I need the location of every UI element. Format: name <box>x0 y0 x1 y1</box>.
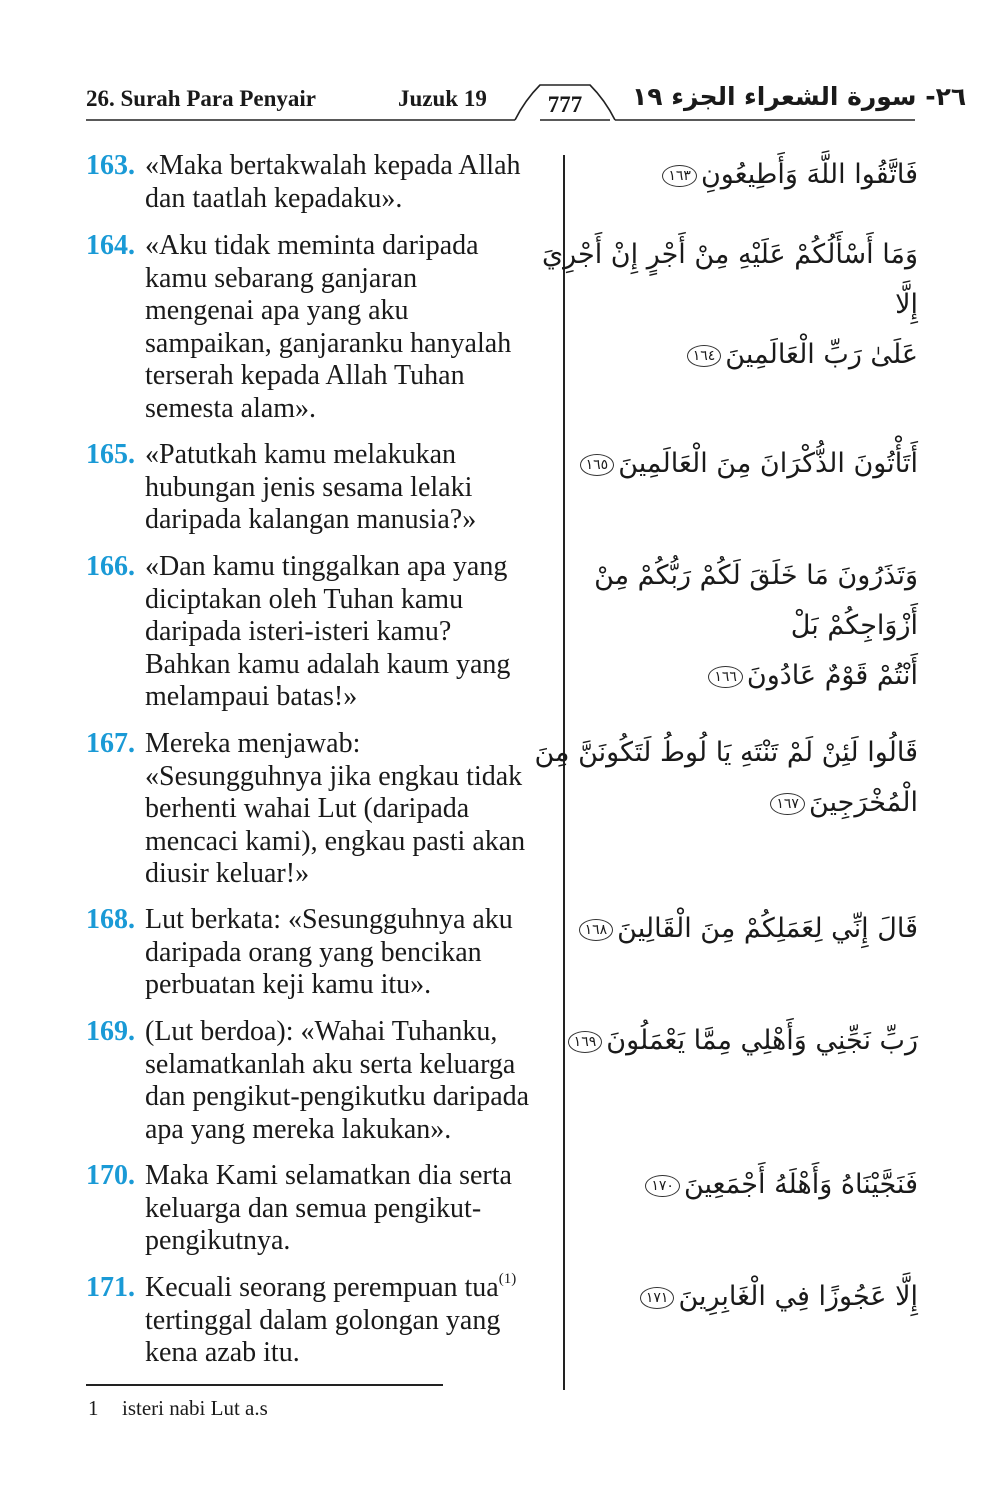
verse-end-marker: ١٦٣ <box>662 165 697 187</box>
surah-arabic: ٢٦- سورة الشعراء <box>744 82 967 111</box>
verse-end-marker: ١٦٤ <box>687 345 722 367</box>
verse-end-marker: ١٦٨ <box>579 919 614 941</box>
footnote-rule <box>86 1384 443 1386</box>
juz-arabic: الجزء ١٩ <box>632 82 736 111</box>
verse-translation: Kecuali seorang perempuan tua$^{(1)}$ tertinggal dalam golongan yang kena azab itu. <box>145 1271 517 1368</box>
verse-arabic: قَالُوا لَئِنْ لَمْ تَنْتَهِ يَا لُوطُ لَتَكُونَنَّ مِنَ الْمُخْرَجِينَ١٦٧ <box>534 737 918 818</box>
verse-translation: Maka Kami selamatkan dia serta keluarga dan semua pengikut- pengikutnya. <box>145 1160 512 1256</box>
verse-number: 168. <box>86 904 135 935</box>
verse-arabic: وَمَا أَسْأَلُكُمْ عَلَيْهِ مِنْ أَجْرٍ إِنْ أَجْرِيَ إِلَّا عَلَىٰ رَبِّ الْعَالَمِينَ١٦٤ <box>541 239 918 370</box>
verse-number: 171. <box>86 1272 135 1303</box>
verse-translation: «Patutkah kamu melakukan hubungan jenis sesama lelaki daripada kalangan manusia?» <box>145 439 477 535</box>
verse-number: 164. <box>86 230 135 261</box>
footnote-mark: 1 <box>88 1396 99 1420</box>
verse-translation: Mereka menjawab: «Sesungguhnya jika engkau tidak berhenti wahai Lut (daripada mencaci kami), engkau pasti akan diusir keluar!» <box>145 728 526 889</box>
verse-number: 163. <box>86 150 135 181</box>
verse-number: 170. <box>86 1160 135 1191</box>
verse-arabic: فَنَجَّيْنَاهُ وَأَهْلَهُ أَجْمَعِينَ١٧٠ <box>518 1160 918 1210</box>
verse-number: 167. <box>86 728 135 759</box>
footnote <box>88 1396 268 1421</box>
verse-arabic: وَتَذَرُونَ مَا خَلَقَ لَكُمْ رَبُّكُمْ مِنْ أَزْوَاجِكُمْ بَلْ أَنْتُمْ قَوْمٌ عَادُونَ١٦٦ <box>594 560 918 691</box>
verse-end-marker: ١٦٩ <box>568 1031 603 1053</box>
verse-translation: (Lut berdoa): «Wahai Tuhanku, selamatkanlah aku serta keluarga dan pengikut-pengikutku daripada apa yang mereka lakukan». <box>145 1016 530 1145</box>
verse-end-marker: ١٧٠ <box>645 1175 680 1197</box>
verse-end-marker: ١٦٧ <box>770 793 805 815</box>
verse-translation: Lut berkata: «Sesungguhnya aku daripada orang yang bencikan perbuatan keji kamu itu». <box>145 904 513 1000</box>
verse-translation: «Maka bertakwalah kepada Allah dan taatlah kepadaku». <box>145 150 521 214</box>
verse-arabic: فَاتَّقُوا اللَّهَ وَأَطِيعُونِ١٦٣ <box>518 150 918 200</box>
verse-arabic: رَبِّ نَجِّنِي وَأَهْلِي مِمَّا يَعْمَلُونَ١٦٩ <box>518 1016 918 1066</box>
verse-end-marker: ١٧١ <box>640 1287 675 1309</box>
verse-end-marker: ١٦٦ <box>708 666 743 688</box>
verse-number: 169. <box>86 1016 135 1047</box>
footnote-ref: (1) <box>498 1271 517 1287</box>
verse-arabic: أَتَأْتُونَ الذُّكْرَانَ مِنَ الْعَالَمِينَ١٦٥ <box>518 439 918 489</box>
verse-arabic: إِلَّا عَجُوزًا فِي الْغَابِرِينَ١٧١ <box>518 1272 918 1322</box>
surah-title: 26. Surah Para Penyair <box>86 86 316 111</box>
verse-end-marker: ١٦٥ <box>580 454 615 476</box>
verse-translation: «Aku tidak meminta daripada kamu sebarang ganjaran mengenai apa yang aku sampaikan, ganjaranku hanyalah terserah kepada Allah Tuhan semesta alam». <box>145 230 512 424</box>
verse-arabic: قَالَ إِنِّي لِعَمَلِكُمْ مِنَ الْقَالِينَ١٦٨ <box>518 904 918 954</box>
verse-translation: «Dan kamu tinggalkan apa yang diciptakan oleh Tuhan kamu daripada isteri-isteri kamu? Bahkan kamu adalah kaum yang melampaui batas!» <box>145 551 511 712</box>
juz-label: Juzuk 19 <box>398 86 487 111</box>
page-number: 777 <box>547 92 583 117</box>
verse-number: 166. <box>86 551 135 582</box>
page-header <box>0 0 1000 130</box>
footnote-text: isteri nabi Lut a.s <box>122 1396 268 1420</box>
verse-number: 165. <box>86 439 135 470</box>
